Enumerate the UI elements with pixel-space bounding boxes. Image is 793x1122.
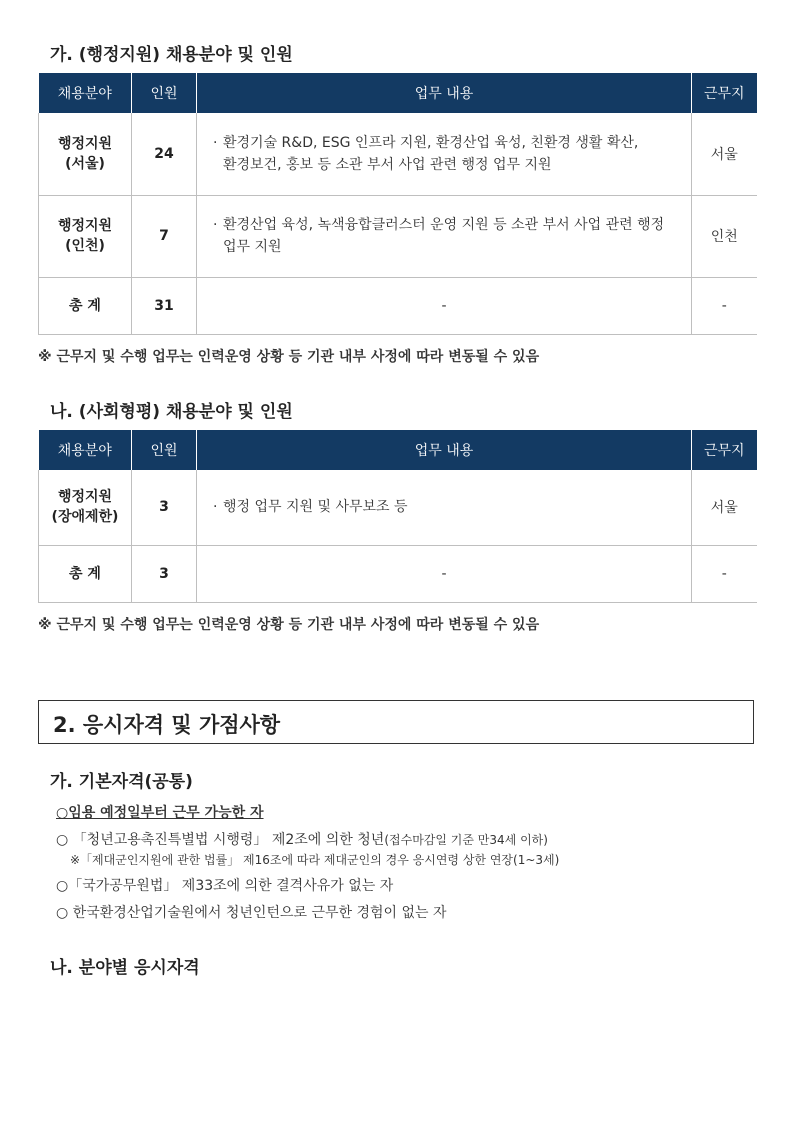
header-count: 인원 [132,73,197,113]
section-a-note: ※ 근무지 및 수행 업무는 인력운영 상황 등 기관 내부 사정에 따라 변동될 수 있음 [38,349,540,365]
total-location: - [692,277,757,334]
table-header-row [39,430,757,470]
total-location: - [692,545,757,602]
table-row [39,470,757,545]
qualification-item [56,829,548,849]
total-label: 총 계 [39,277,132,334]
table-header-row [39,73,757,113]
duty-text: 환경산업 육성, 녹색융합클러스터 운영 지원 등 소관 부서 사업 관련 행정 [223,217,665,233]
section-b-note: ※ 근무지 및 수행 업무는 인력운영 상황 등 기관 내부 사정에 따라 변동될 수 있음 [38,617,540,633]
location-cell: 서울 [692,113,757,195]
header-field: 채용분야 [39,430,132,470]
field-name: 행정지원 [57,218,113,234]
header-location: 근무지 [692,430,757,470]
header-field: 채용분야 [39,73,132,113]
duty-text: 환경기술 R&D, ESG 인프라 지원, 환경산업 육성, 친환경 생활 확산, [223,134,639,151]
header-location: 근무지 [692,73,757,113]
field-cell [39,195,132,277]
total-row [39,545,757,602]
bullet: · [213,217,218,233]
section-2-header-box [38,700,754,744]
field-cell [39,113,132,195]
header-duty: 업무 내용 [197,430,692,470]
total-duty: - [197,545,692,602]
duty-cell [197,195,692,277]
recruitment-table-admin [38,73,757,335]
field-qualification-title: 나. 분야별 응시자격 [50,958,200,978]
field-region: (서울) [65,155,105,172]
duty-cell [197,470,692,545]
total-count: 31 [132,277,197,334]
total-count: 3 [132,545,197,602]
count-cell: 3 [132,470,197,545]
field-name: 행정지원 [57,135,113,152]
qualification-sub-note: ※「제대군인지원에 관한 법률」 제16조에 따라 제대군인의 경우 응시연령 상한 연장(1~3세) [70,853,560,867]
location-cell: 인천 [692,195,757,277]
recruitment-table-social [38,430,757,603]
qualification-item: ○임용 예정일부터 근무 가능한 자 [56,805,264,821]
bullet: · [213,499,218,516]
total-label: 총 계 [39,545,132,602]
duty-text: 행정 업무 지원 및 사무보조 등 [223,499,408,516]
header-count: 인원 [132,430,197,470]
qualification-text: ○ 「청년고용촉진특별법 시행령」 제2조에 의한 청년 [56,832,385,848]
section-b-title: 나. (사회형평) 채용분야 및 인원 [50,402,293,422]
duty-line [213,132,673,154]
count-cell: 7 [132,195,197,277]
table-row [39,195,757,277]
total-row [39,277,757,334]
duty-text: 업무 지원 [223,239,282,255]
qualification-item: ○ 한국환경산업기술원에서 청년인턴으로 근무한 경험이 없는 자 [56,905,447,921]
field-region: (인천) [65,238,105,254]
total-duty: - [197,277,692,334]
location-cell: 서울 [692,470,757,545]
duty-line [213,214,673,236]
duty-text: 환경보건, 홍보 등 소관 부서 사업 관련 행정 업무 지원 [223,156,552,173]
duty-line [213,496,673,518]
section-2-title: 2. 응시자격 및 가점사항 [53,713,281,737]
qualification-detail: (접수마감일 기준 만34세 이하) [384,833,548,847]
section-a-title: 가. (행정지원) 채용분야 및 인원 [50,45,293,65]
table-row [39,113,757,195]
field-cell [39,470,132,545]
field-name: 행정지원 [57,489,113,506]
qualification-item: ○「국가공무원법」 제33조에 의한 결격사유가 없는 자 [56,878,394,894]
header-duty: 업무 내용 [197,73,692,113]
basic-qualification-title: 가. 기본자격(공통) [50,772,193,792]
duty-cell [197,113,692,195]
count-cell: 24 [132,113,197,195]
field-region: (장애제한) [51,509,119,526]
bullet: · [213,134,218,151]
